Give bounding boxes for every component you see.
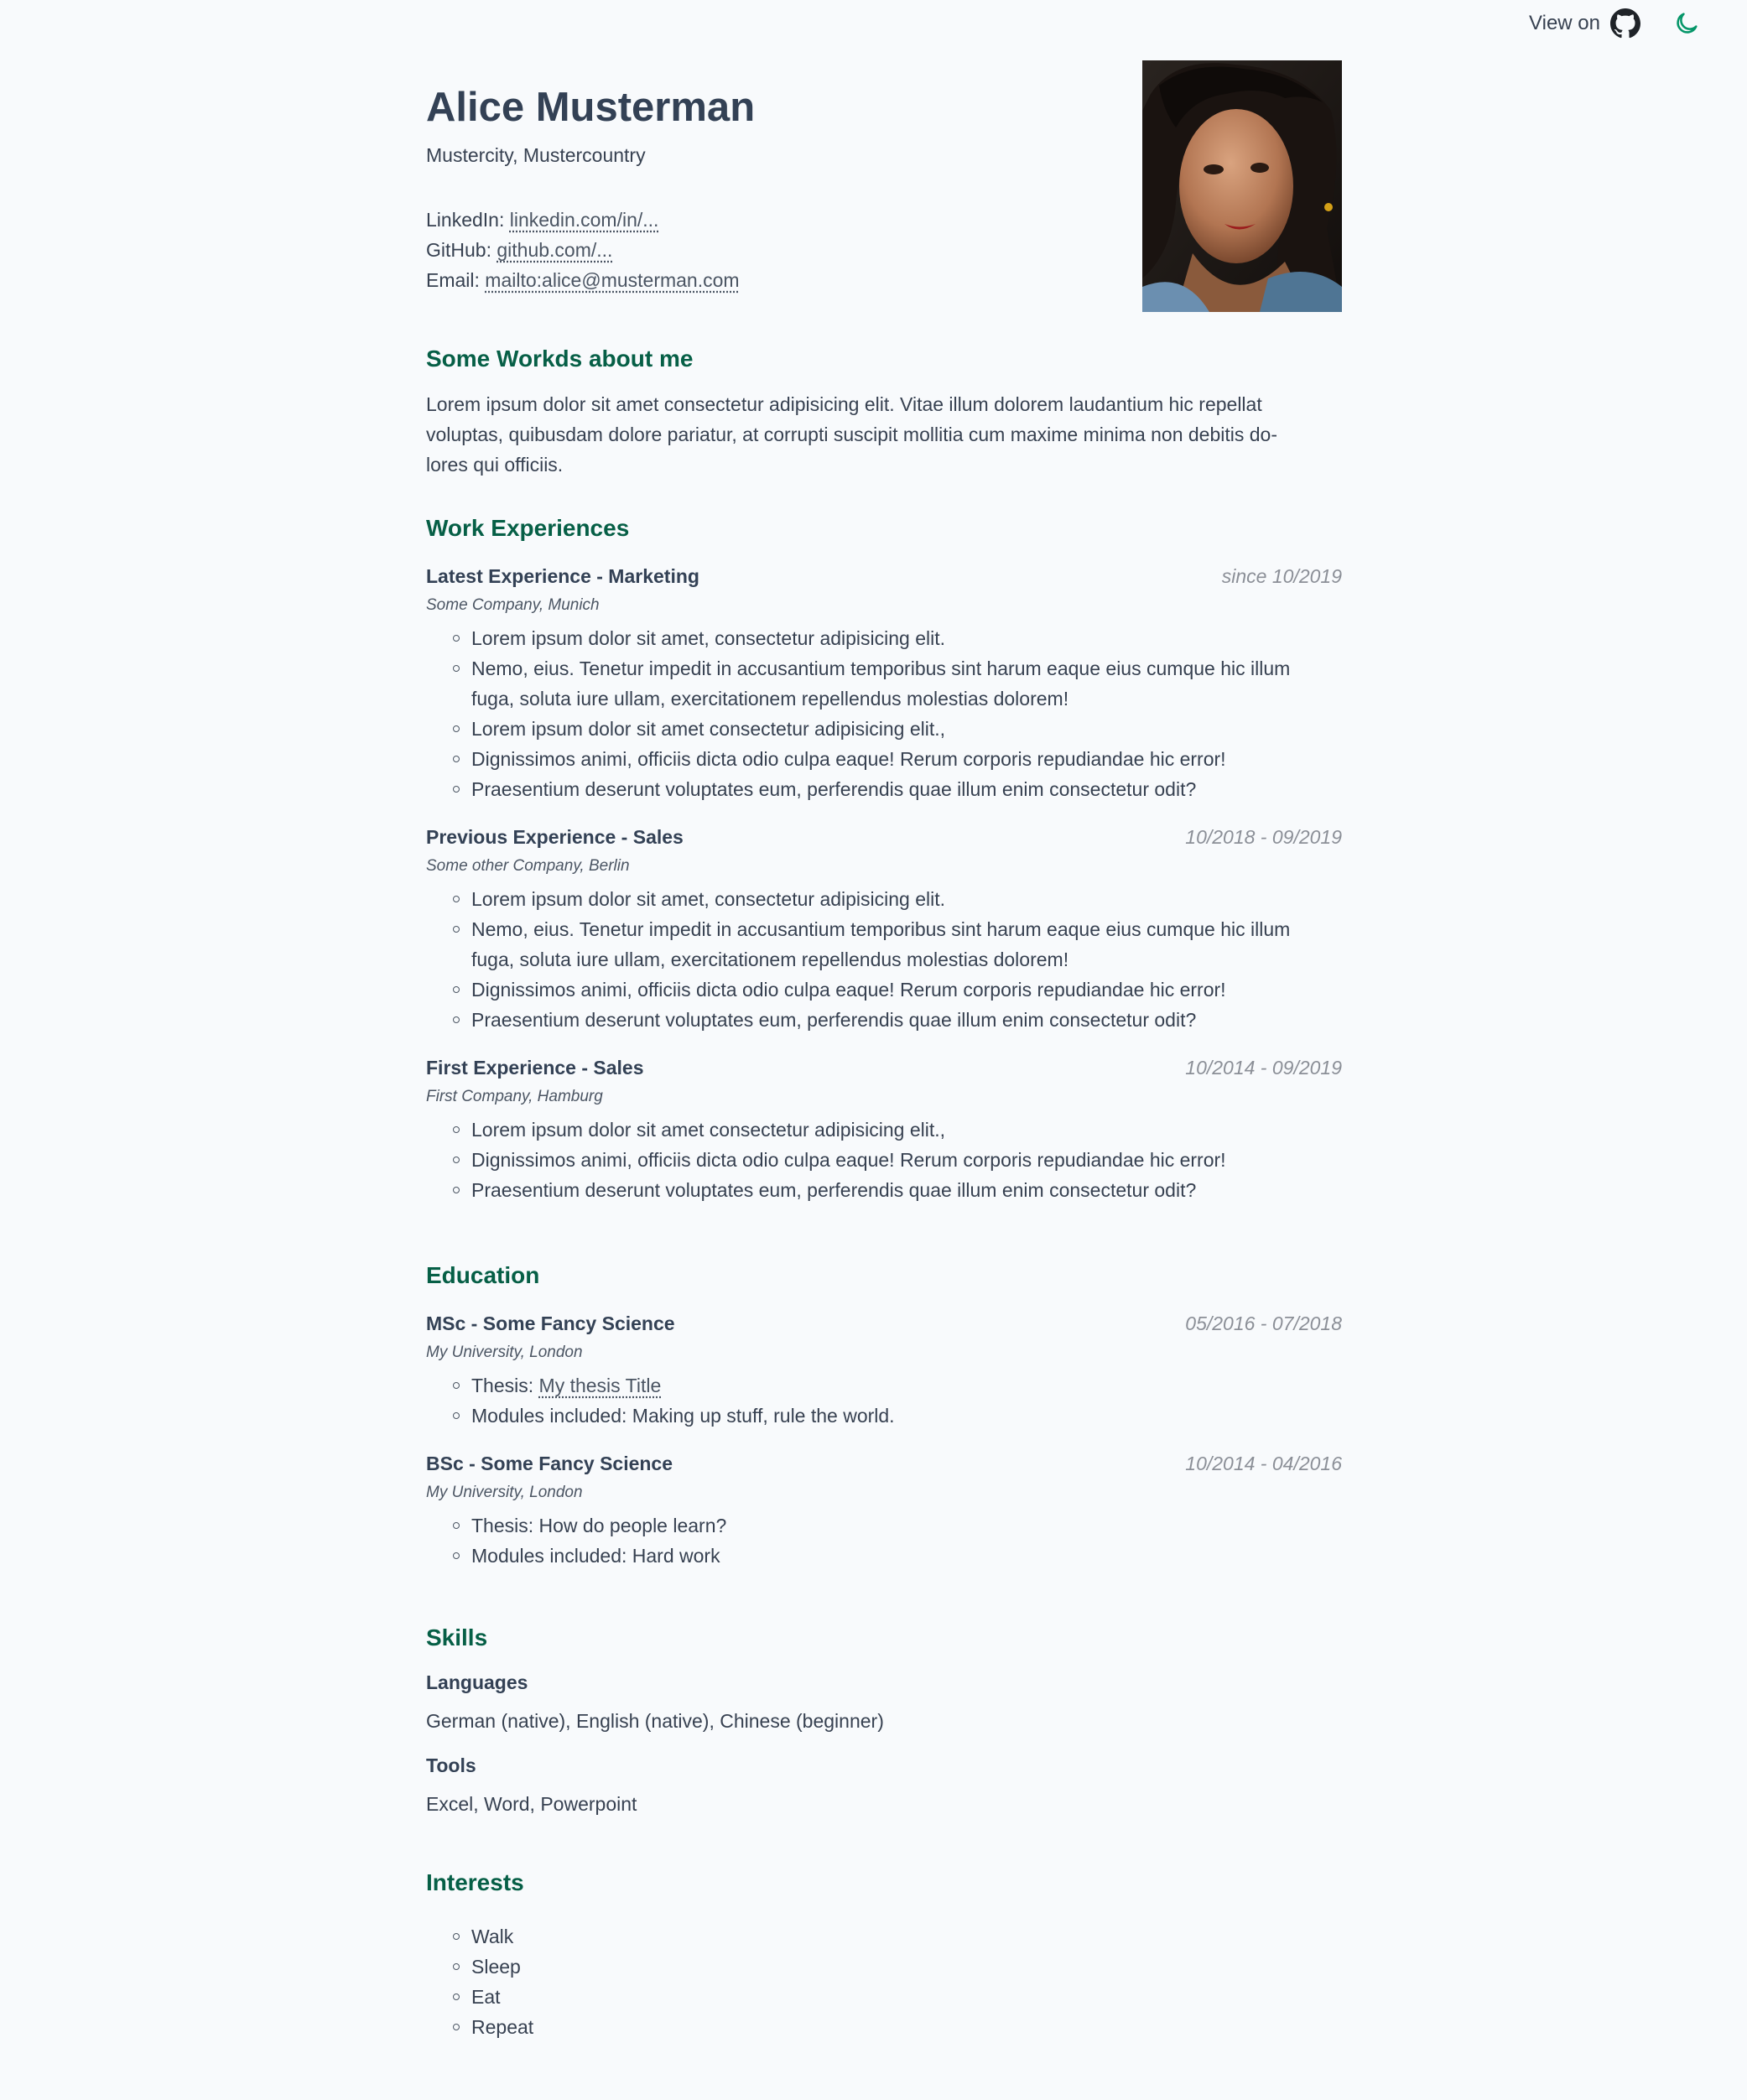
degree-title: MSc - Some Fancy Science (426, 1312, 675, 1334)
list-item: Praesentium deserunt voluptates eum, perferendis quae illum enim consectetur odit? (471, 774, 1342, 804)
contact-linkedin: LinkedIn: linkedin.com/in/... (426, 209, 659, 231)
work-entry (426, 1057, 1342, 1205)
work-heading: Work Experiences (426, 515, 630, 541)
list-item: Lorem ipsum dolor sit amet consectetur adipisicing elit., (471, 1115, 1342, 1145)
company-name: Some Company, Munich (426, 596, 600, 614)
interests-list (426, 1921, 1342, 2042)
job-title: Previous Experience - Sales (426, 826, 684, 848)
list-item: Dignissimos animi, officiis dicta odio culpa eaque! Rerum corporis repudiandae hic error! (471, 975, 1342, 1005)
languages-text: German (native), English (native), Chinese (beginner) (426, 1710, 884, 1732)
company-name: First Company, Hamburg (426, 1088, 603, 1105)
thesis-link[interactable]: My thesis Title (538, 1375, 662, 1396)
about-heading: Some Workds about me (426, 346, 694, 372)
education-entry (426, 1312, 1342, 1431)
interests-heading: Interests (426, 1869, 524, 1895)
school-name: My University, London (426, 1344, 583, 1361)
list-item: Praesentium deserunt voluptates eum, perferendis quae illum enim consectetur odit? (471, 1005, 1342, 1035)
list-item: Sleep (471, 1952, 1342, 1982)
job-bullets (426, 884, 1342, 1035)
email-link[interactable]: mailto:alice@musterman.com (485, 269, 740, 291)
profile-photo (1142, 60, 1342, 312)
list-item: Repeat (471, 2012, 1342, 2042)
list-item: Praesentium deserunt voluptates eum, perferendis quae illum enim consectetur odit? (471, 1175, 1342, 1205)
contact-email: Email: mailto:alice@musterman.com (426, 269, 740, 291)
list-item: Nemo, eius. Tenetur impedit in accusantium temporibus sint harum eaque eius cumque hic illum fuga, soluta iure ullam, exercitationem repellendus molestias dolorem! (471, 653, 1342, 714)
list-item: Modules included: Hard work (471, 1541, 1342, 1571)
work-entry (426, 826, 1342, 1035)
list-item: Lorem ipsum dolor sit amet, consectetur adipisicing elit. (471, 884, 1342, 914)
view-on-github-link[interactable] (1529, 8, 1640, 39)
list-item: Lorem ipsum dolor sit amet consectetur adipisicing elit., (471, 714, 1342, 744)
degree-date: 10/2014 - 04/2016 (1185, 1453, 1342, 1474)
job-bullets (426, 1115, 1342, 1205)
languages-heading: Languages (426, 1671, 528, 1693)
education-entry (426, 1453, 1342, 1571)
degree-date: 05/2016 - 07/2018 (1185, 1312, 1342, 1334)
list-item: Lorem ipsum dolor sit amet, consectetur adipisicing elit. (471, 623, 1342, 653)
degree-title: BSc - Some Fancy Science (426, 1453, 673, 1474)
job-title: Latest Experience - Marketing (426, 565, 699, 587)
github-icon (1610, 8, 1640, 39)
company-name: Some other Company, Berlin (426, 857, 630, 875)
person-name: Alice Musterman (426, 85, 756, 130)
topbar (1529, 8, 1701, 39)
moon-icon[interactable] (1672, 9, 1701, 38)
job-date: 10/2014 - 09/2019 (1185, 1057, 1342, 1079)
degree-bullets (426, 1370, 1342, 1431)
view-on-label: View on (1529, 12, 1600, 34)
tools-text: Excel, Word, Powerpoint (426, 1793, 637, 1815)
job-date: since 10/2019 (1221, 565, 1342, 587)
contact-list (426, 205, 740, 295)
list-item: Thesis: My thesis Title (471, 1370, 1342, 1401)
contact-github: GitHub: github.com/... (426, 239, 613, 261)
list-item: Nemo, eius. Tenetur impedit in accusantium temporibus sint harum eaque eius cumque hic illum fuga, soluta iure ullam, exercitationem repellendus molestias dolorem! (471, 914, 1342, 975)
job-bullets (426, 623, 1342, 804)
list-item: Dignissimos animi, officiis dicta odio culpa eaque! Rerum corporis repudiandae hic error! (471, 1145, 1342, 1175)
linkedin-link[interactable]: linkedin.com/in/... (509, 209, 659, 231)
list-item: Dignissimos animi, officiis dicta odio culpa eaque! Rerum corporis repudiandae hic error! (471, 744, 1342, 774)
github-link[interactable]: github.com/... (497, 239, 613, 261)
education-heading: Education (426, 1262, 540, 1288)
list-item: Walk (471, 1921, 1342, 1952)
about-text: Lorem ipsum dolor sit amet consectetur adipisicing elit. Vitae illum dolorem laudantium hic repellat voluptas, quibusdam dolore pariatur, at corrupti suscipit mollitia cum maxime minima non debitis do- lores qui officiis. (426, 393, 1278, 476)
tools-heading: Tools (426, 1754, 476, 1776)
school-name: My University, London (426, 1484, 583, 1501)
person-location: Mustercity, Mustercountry (426, 144, 646, 166)
resume-header (426, 0, 1342, 319)
list-item: Eat (471, 1982, 1342, 2012)
list-item: Modules included: Making up stuff, rule the world. (471, 1401, 1342, 1431)
degree-bullets (426, 1510, 1342, 1571)
job-date: 10/2018 - 09/2019 (1185, 826, 1342, 848)
list-item: Thesis: How do people learn? (471, 1510, 1342, 1541)
resume (426, 0, 1342, 2042)
work-entry (426, 565, 1342, 804)
skills-heading: Skills (426, 1624, 488, 1650)
job-title: First Experience - Sales (426, 1057, 644, 1079)
